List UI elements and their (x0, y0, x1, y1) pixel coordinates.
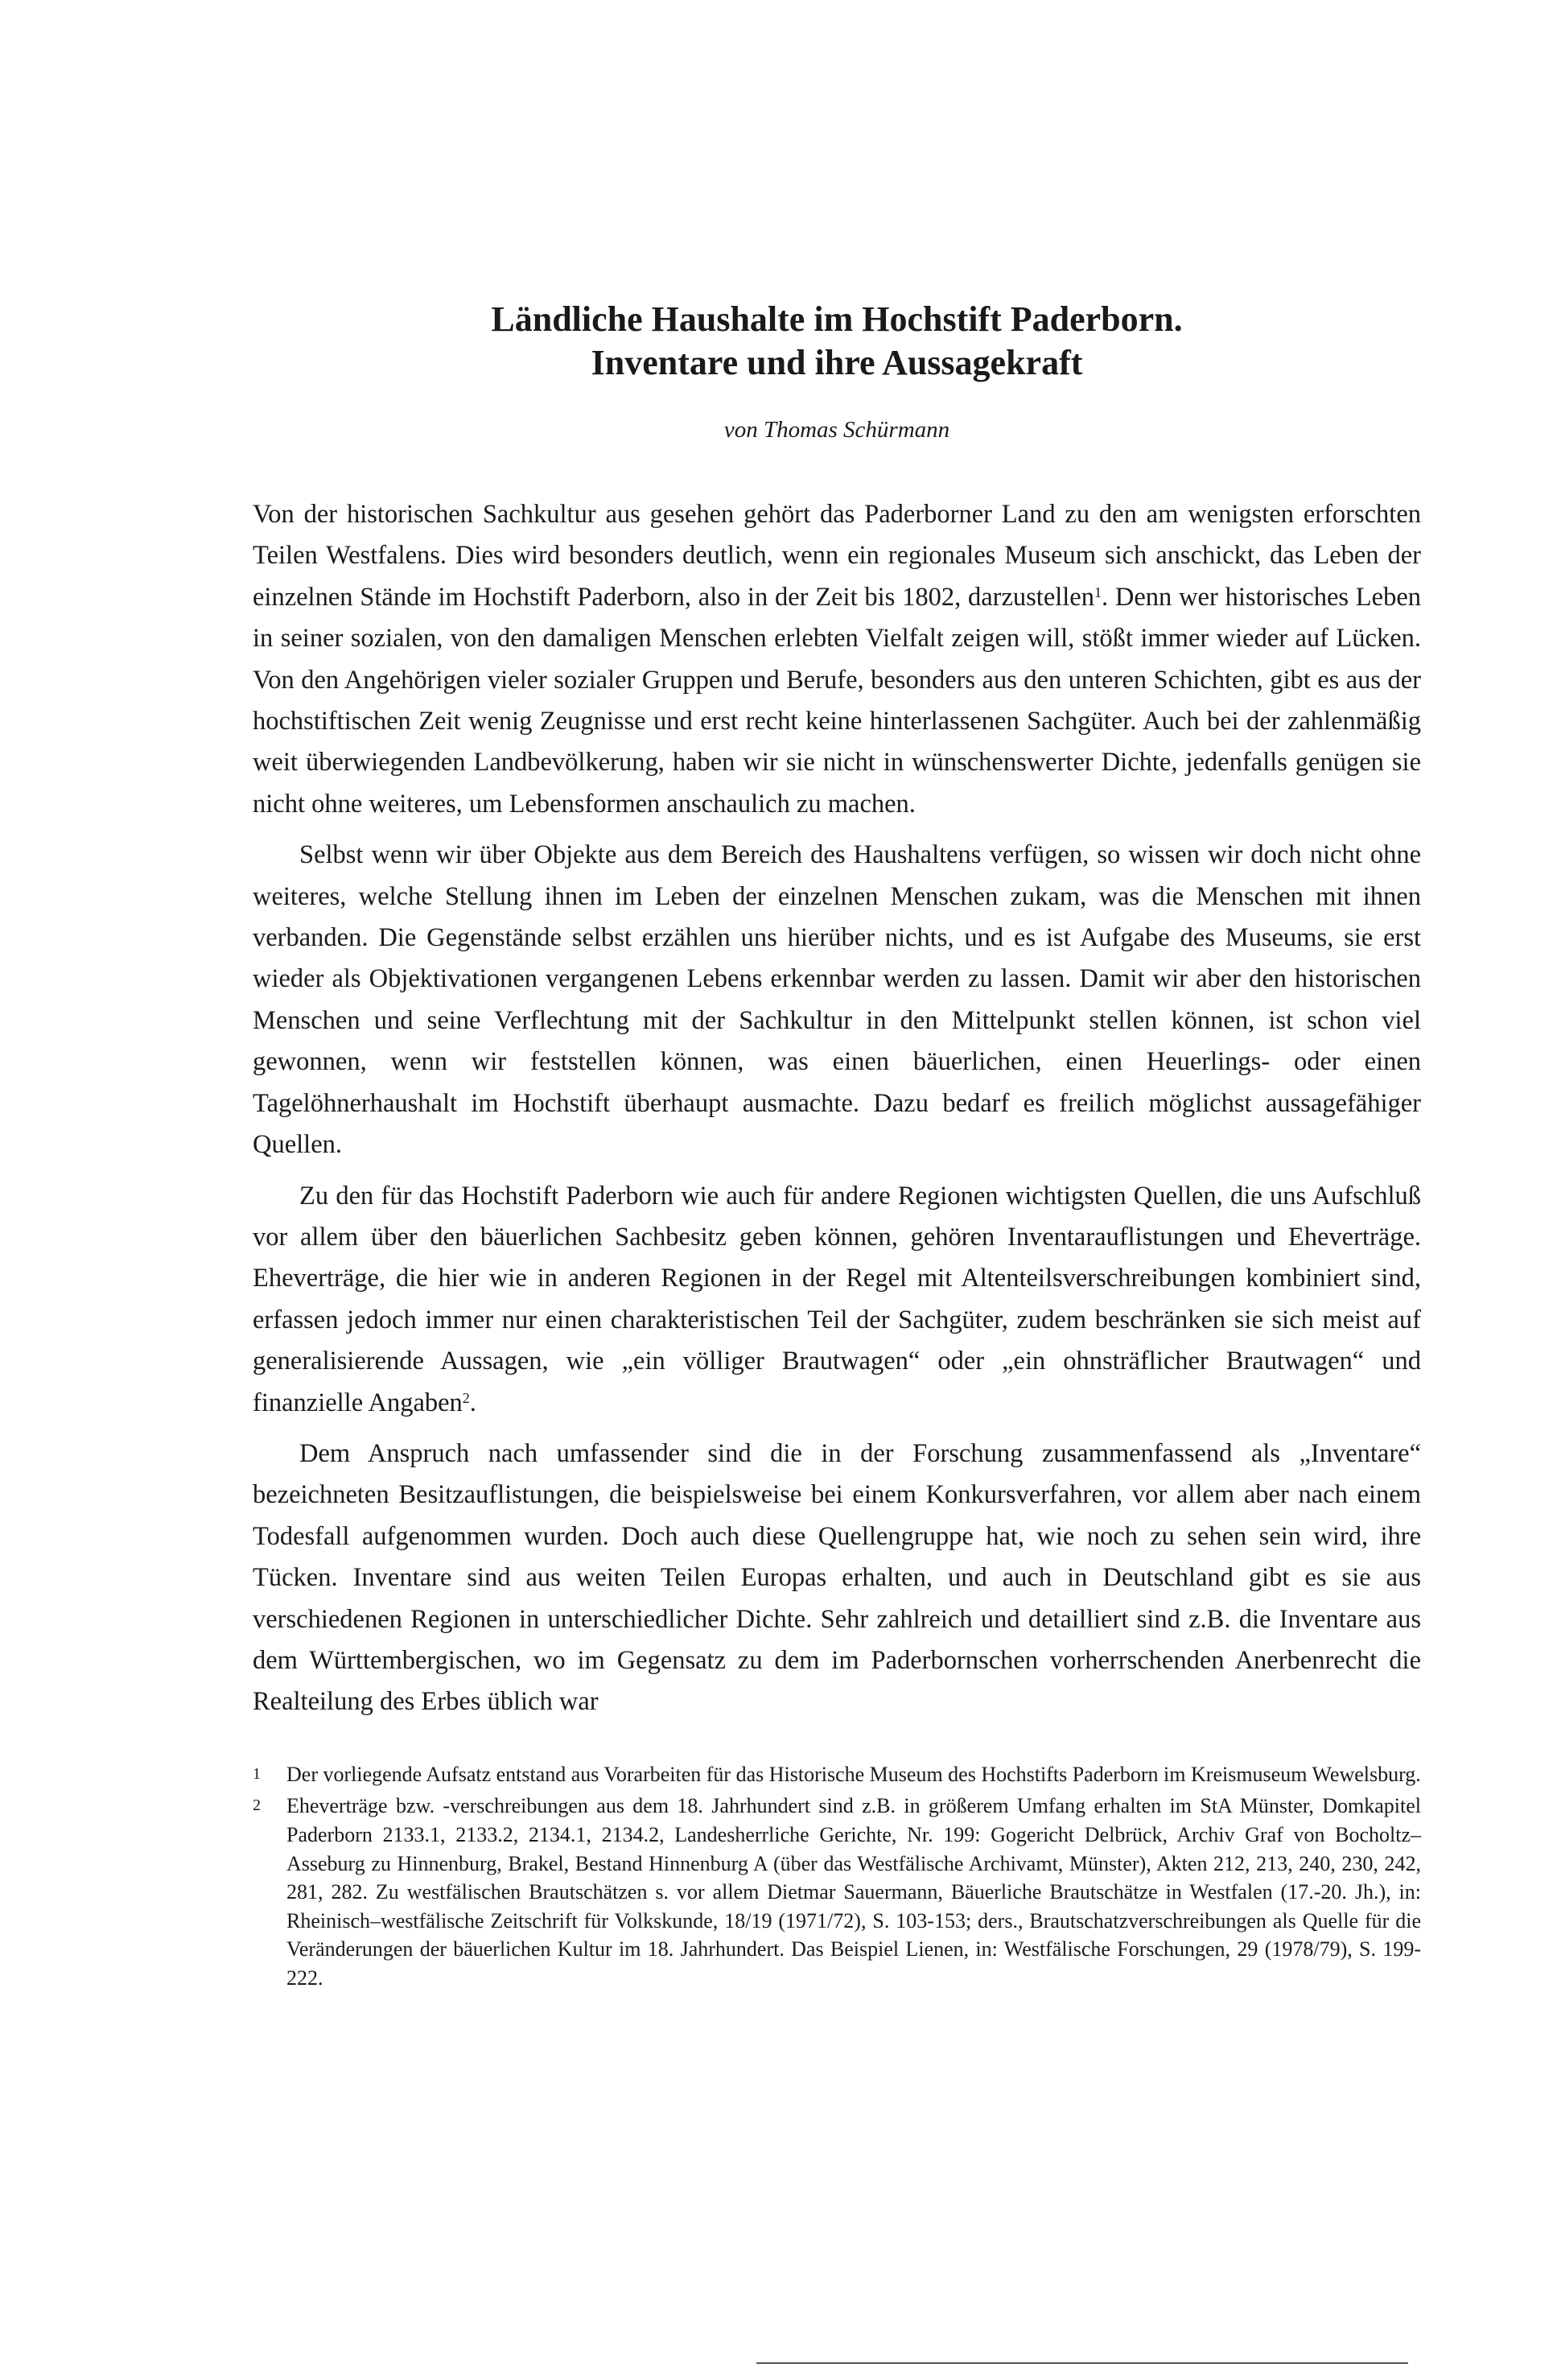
footnotes (253, 1760, 1421, 1993)
footnote (253, 1792, 1421, 1992)
paragraph-1 (253, 494, 1421, 825)
paragraph-3-text-b: . (469, 1388, 476, 1417)
author-line: von Thomas Schürmann (723, 417, 950, 443)
title-line-1: Ländliche Haushalte im Hochstift Paderborn. (491, 299, 1183, 339)
article-page (253, 298, 1421, 1996)
footnote-number: 2 (253, 1796, 261, 1815)
footnote-text: Der vorliegende Aufsatz entstand aus Vorarbeiten für das Historische Museum des Hochstifts Paderborn im Kreismuseum Wewelsburg. (286, 1762, 1421, 1786)
footnote-ref-2: 2 (462, 1389, 470, 1406)
paragraph-3-text-a: Zu den für das Hochstift Paderborn wie auch für andere Regionen wichtigsten Quellen, die uns Aufschluß vor allem über den bäuerlichen Sachbesitz geben können, gehören Inventarauflistungen und Eheverträge. Eheverträge, die hier wie in anderen Regionen in der Regel mit Altenteilsverschreibungen kombiniert sind, erfassen jedoch immer nur einen charakteristischen Teil der Sachgüter, zudem beschränken sie sich meist auf generalisierende Aussagen, wie „ein völliger Brautwagen“ oder „ein ohnsträflicher Brautwagen“ und finanzielle Angaben (253, 1181, 1421, 1417)
article-title (253, 298, 1421, 385)
paragraph-1-text-b: . Denn wer historisches Leben in seiner sozialen, von den damaligen Menschen erlebten Vielfalt zeigen will, stößt immer wieder auf Lücken. Von den Angehörigen vieler sozialer Gruppen und Berufe, besonders aus den unteren Schichten, gibt es aus der hochstiftischen Zeit wenig Zeugnisse und erst recht keine hinterlassenen Sachgüter. Auch bei der zahlenmäßig weit überwiegenden Landbevölkerung, haben wir sie nicht in wünschenswerter Dichte, jedenfalls genügen sie nicht ohne weiteres, um Lebensformen anschaulich zu machen. (253, 582, 1422, 819)
article-body (253, 494, 1421, 1723)
title-line-2: Inventare und ihre Aussagekraft (591, 343, 1083, 382)
page-edge-rule (756, 2362, 1408, 2364)
paragraph-4: Dem Anspruch nach umfassender sind die in der Forschung zusammenfassend als „Inventare“ bezeichneten Besitzauflistungen, die beispielsweise bei einem Konkursverfahren, vor allem aber nach einem Todesfall aufgenommen wurden. Doch auch diese Quellengruppe hat, wie noch zu sehen sein wird, ihre Tücken. Inventare sind aus weiten Teilen Europas erhalten, und auch in Deutschland gibt es sie aus verschiedenen Regionen in unterschiedlicher Dichte. Sehr zahlreich und detailliert sind z.B. die Inventare aus dem Württembergischen, wo im Gegensatz zu dem im Paderbornschen vorherrschenden Anerbenrecht die Realteilung des Erbes üblich war (253, 1438, 1421, 1717)
footnote-text: Eheverträge bzw. -verschreibungen aus dem 18. Jahrhundert sind z.B. in größerem Umfang erhalten im StA Münster, Domkapitel Paderborn 2133.1, 2133.2, 2134.1, 2134.2, Landesherrliche Gerichte, Nr. 199: Gogericht Delbrück, Archiv Graf von Bocholtz–Asseburg zu Hinnenburg, Brakel, Bestand Hinnenburg A (über das Westfälische Archivamt, Münster), Akten 212, 213, 240, 230, 242, 281, 282. Zu westfälischen Brautschätzen s. vor allem Dietmar Sauermann, Bäuerliche Brautschätze in Westfalen (17.-20. Jh.), in: Rheinisch–westfälische Zeitschrift für Volkskunde, 18/19 (1971/72), S. 103-153; ders., Brautschatzverschreibungen als Quelle für die Veränderungen der bäuerlichen Kultur im 18. Jahrhundert. Das Beispiel Lienen, in: Westfälische Forschungen, 29 (1978/79), S. 199-222. (286, 1794, 1421, 1990)
paragraph-1-text-a: Von der historischen Sachkultur aus gesehen gehört das Paderborner Land zu den am wenigsten erforschten Teilen Westfalens. Dies wird besonders deutlich, wenn ein regionales Museum sich anschickt, das Leben der einzelnen Stände im Hochstift Paderborn, also in der Zeit bis 1802, darzustellen (253, 500, 1421, 612)
footnote (253, 1760, 1421, 1789)
footnote-number: 1 (253, 1764, 261, 1783)
paragraph-2: Selbst wenn wir über Objekte aus dem Bereich des Haushaltens verfügen, so wissen wir doch nicht ohne weiteres, welche Stellung ihnen im Leben der einzelnen Menschen zukam, was die Menschen mit ihnen verbanden. Die Gegenstände selbst erzählen uns hierüber nichts, und es ist Aufgabe des Museums, sie erst wieder als Objektivationen vergangenen Lebens erkennbar werden zu lassen. Damit wir aber den historischen Menschen und seine Verflechtung mit der Sachkultur in den Mittelpunkt stellen können, ist schon viel gewonnen, wenn wir feststellen können, was einen bäuerlichen, einen Heuerlings- oder einen Tagelöhnerhaushalt im Hochstift überhaupt ausmachte. Dazu bedarf es freilich möglichst aussagefähiger Quellen. (253, 840, 1421, 1160)
footnote-ref-1: 1 (1094, 584, 1102, 600)
paragraph-3 (253, 1176, 1421, 1424)
